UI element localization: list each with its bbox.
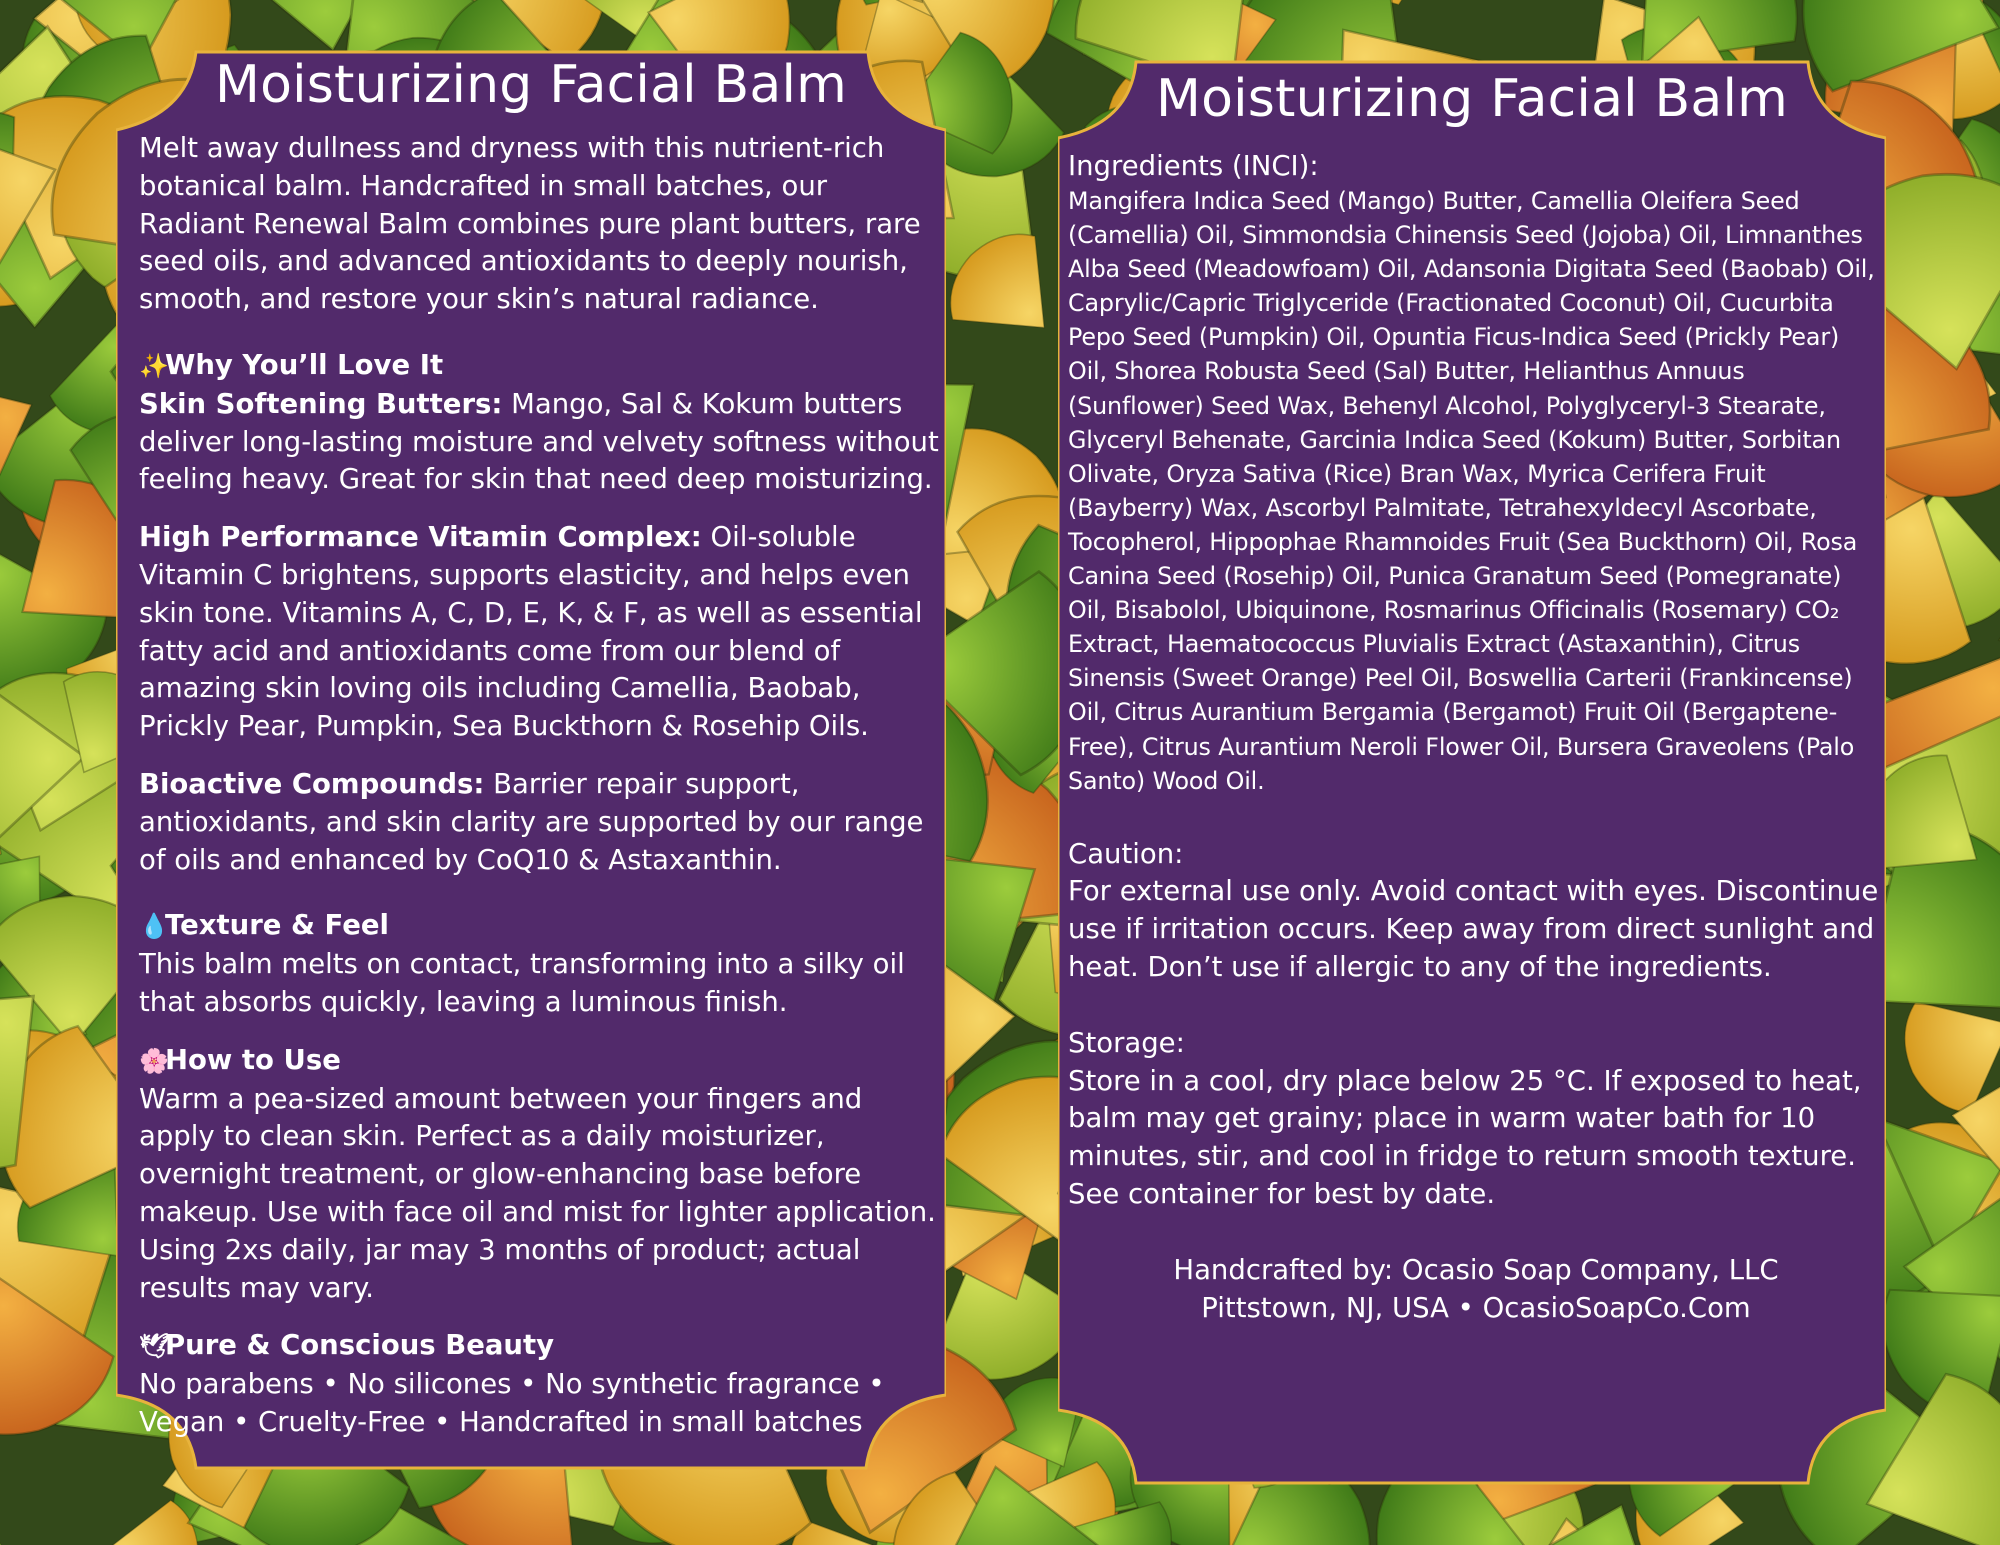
benefit-item: High Performance Vitamin Complex: Oil-soluble Vitamin C brightens, supports elasticity, and helps even skin tone. Vitamins A, C, D, E, K, & F, as well as essential fatty acid and antioxidants come from our blend of amazing skin loving oils including Camellia, Baobab, Prickly Pear, Pumpkin, Sea Buckthorn & Rosehip Oils. <box>139 521 923 743</box>
intro-paragraph: Melt away dullness and dryness with this nutrient-rich botanical balm. Handcrafted in small batches, our Radiant Renewal Balm combines pure plant butters, rare seed oils, and advanced antioxidants to deeply nourish, smooth, and restore your skin’s natural radiance. <box>139 132 921 316</box>
howto-text: Warm a pea-sized amount between your fingers and apply to clean skin. Perfect as a daily moisturizer, overnight treatment, or glow-enhancing base before makeup. Use with face oil and mist for lighter application. Using 2xs daily, jar may 3 months of product; actual results may vary. <box>139 1082 936 1304</box>
storage-text: Store in a cool, dry place below 25 °C. If exposed to heat, balm may get grainy; place in warm water bath for 10 minutes, stir, and cool in fridge to return smooth texture. See container for best by date. <box>1068 1064 1862 1211</box>
howto-heading: 🌸How to Use <box>139 1042 939 1081</box>
left-title: Moisturizing Facial Balm <box>215 55 847 115</box>
blossom-icon: 🌸 <box>139 1046 169 1075</box>
benefit-item: Bioactive Compounds: Barrier repair support, antioxidants, and skin clarity are supported by our range of oils and enhanced by CoQ10 & Astaxanthin. <box>139 767 924 876</box>
caution-heading: Caution: <box>1068 837 1184 870</box>
left-panel <box>116 50 946 1470</box>
caution-text: For external use only. Avoid contact with eyes. Discontinue use if irritation occurs. Keep away from direct sunlight and heat. Don’t use if allergic to any of the ingredients. <box>1068 875 1879 984</box>
ingredients-heading: Ingredients (INCI): <box>1068 150 1319 182</box>
texture-text: This balm melts on contact, transforming into a silky oil that absorbs quickly, leaving a luminous finish. <box>139 948 905 1018</box>
pure-line-1: No parabens • No silicones • No synthetic fragrance • <box>139 1368 885 1401</box>
pure-heading: 🕊Pure & Conscious Beauty <box>139 1327 939 1366</box>
right-panel <box>1058 60 1886 1485</box>
why-heading: ✨Why You’ll Love It <box>139 347 939 386</box>
right-title: Moisturizing Facial Balm <box>1156 69 1788 129</box>
maker-line-2: Pittstown, NJ, USA • OcasioSoapCo.Com <box>1201 1291 1751 1324</box>
droplet-icon: 💧 <box>139 912 169 941</box>
benefit-item: Skin Softening Butters: Mango, Sal & Kokum butters deliver long-lasting moisture and velvety softness without feeling heavy. Great for skin that need deep moisturizing. <box>139 387 939 496</box>
storage-heading: Storage: <box>1068 1026 1185 1059</box>
texture-heading: 💧Texture & Feel <box>139 907 939 946</box>
sparkles-icon: ✨ <box>139 351 169 380</box>
ingredients-list: Mangifera Indica Seed (Mango) Butter, Camellia Oleifera Seed (Camellia) Oil, Simmondsia Chinensis Seed (Jojoba) Oil, Limnanthes Alba Seed (Meadowfoam) Oil, Adansonia Digitata Seed (Baobab) Oil, Caprylic/Capric Triglyceride (Fractionated Coconut) Oil, Cucurbita Pepo Seed (Pumpkin) Oil, Opuntia Ficus-Indica Seed (Prickly Pear) Oil, Shorea Robusta Seed (Sal) Butter, Helianthus Annuus (Sunflower) Seed Wax, Behenyl Alcohol, Polyglyceryl-3 Stearate, Glyceryl Behenate, Garcinia Indica Seed (Kokum) Butter, Sorbitan Olivate, Oryza Sativa (Rice) Bran Wax, Myrica Cerifera Fruit (Bayberry) Wax, Ascorbyl Palmitate, Tetrahexyldecyl Ascorbate, Tocopherol, Hippophae Rhamnoides Fruit (Sea Buckthorn) Oil, Rosa Canina Seed (Rosehip) Oil, Punica Granatum Seed (Pomegranate) Oil, Bisabolol, Ubiquinone, Rosmarinus Officinalis (Rosemary) CO₂ Extract, Haematococcus Pluvialis Extract (Astaxanthin), Citrus Sinensis (Sweet Orange) Peel Oil, Boswellia Carterii (Frankincense) Oil, Citrus Aurantium Bergamia (Bergamot) Fruit Oil (Bergaptene-Free), Citrus Aurantium Neroli Flower Oil, Bursera Graveolens (Palo Santo) Wood Oil. <box>1068 187 1875 795</box>
pure-line-2: Vegan • Cruelty-Free • Handcrafted in small batches <box>139 1405 863 1438</box>
dove-icon: 🕊 <box>139 1332 170 1361</box>
maker-line-1: Handcrafted by: Ocasio Soap Company, LLC <box>1173 1253 1779 1286</box>
